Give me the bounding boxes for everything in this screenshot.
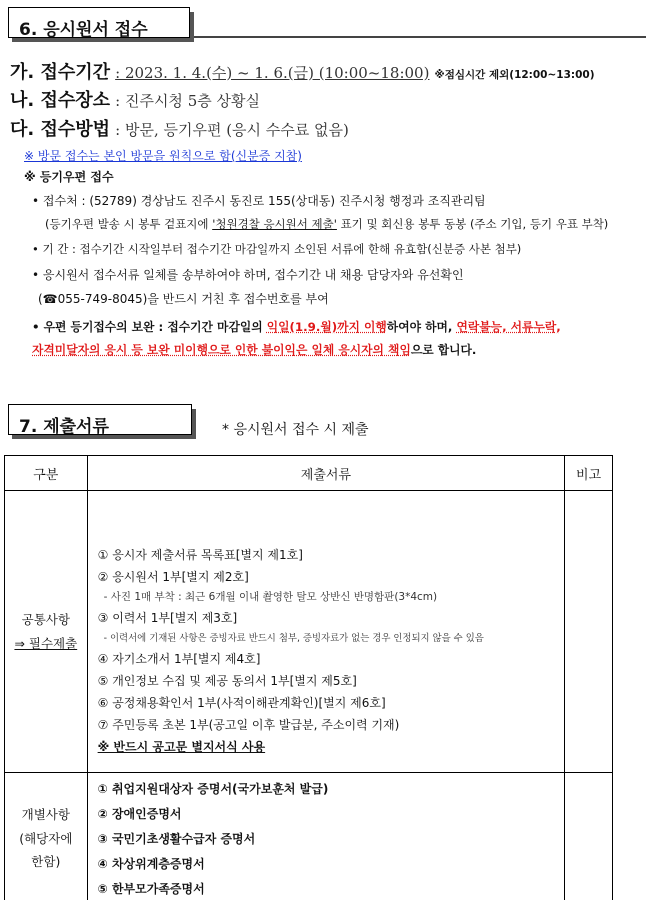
list-item: ② 장애인증명서 xyxy=(97,807,182,821)
list-item: ⑥ 공정채용확인서 1부(사적이해관계확인)[별지 제6호] xyxy=(97,696,386,710)
period-row xyxy=(10,58,595,84)
header-note: 비고 xyxy=(565,456,613,491)
period-value: : 2023. 1. 4.(수) ~ 1. 6.(금) (10:00~18:00) xyxy=(115,64,430,82)
place-value: : 진주시청 5층 상황실 xyxy=(115,92,260,110)
individual-note xyxy=(565,773,613,900)
common-documents xyxy=(87,491,565,773)
place-label: 나. 접수장소 xyxy=(10,90,111,111)
header-documents: 제출서류 xyxy=(87,456,565,491)
mail-address: • 접수처 : (52789) 경상남도 진주시 동진로 155(상대동) 진주시청 행정과 조직관리팀 xyxy=(32,194,486,208)
visit-note: ※ 방문 접수는 본인 방문을 원칙으로 함(신분증 지참) xyxy=(24,149,302,163)
list-item: ② 응시원서 1부[별지 제2호] xyxy=(97,570,249,584)
list-item: - 사진 1매 부착 : 최근 6개월 이내 촬영한 탈모 상반신 반명함판(3*4cm) xyxy=(103,591,438,603)
confirm-line-2: (☎055-749-8045)을 반드시 거친 후 접수번호를 부여 xyxy=(38,292,329,306)
documents-table xyxy=(4,455,613,900)
section7-title: 7. 제출서류 xyxy=(19,417,109,437)
mail-address-detail: (등기우편 발송 시 봉투 겉표지에 '청원경찰 응시원서 제출' 표기 및 회신용 봉투 동봉 (주소 기입, 등기 우표 부착) xyxy=(45,217,609,231)
common-note xyxy=(565,491,613,773)
list-item: ④ 자기소개서 1부[별지 제4호] xyxy=(97,652,261,666)
list-item: ※ 반드시 공고문 별지서식 사용 xyxy=(97,740,266,754)
individual-label-3: 한함) xyxy=(31,854,61,870)
method-value: : 방문, 등기우편 (응시 수수료 없음) xyxy=(115,121,349,139)
deadline-text: • 기 간 : 접수기간 시작일부터 접수기간 마감일까지 소인된 서류에 한해 유효함(신분증 사본 첨부) xyxy=(32,242,522,256)
individual-label-1: 개별사항 xyxy=(21,806,70,822)
list-item: ① 취업지원대상자 증명서(국가보훈처 발급) xyxy=(97,782,329,796)
header-category: 구분 xyxy=(5,456,88,491)
common-category xyxy=(5,491,88,773)
place-row xyxy=(10,86,260,112)
list-item: ⑦ 주민등록 초본 1부(공고일 이후 발급분, 주소이력 기재) xyxy=(97,718,400,732)
common-sub: ⇒ 필수제출 xyxy=(14,635,78,651)
section7-note: * 응시원서 접수 시 제출 xyxy=(222,422,369,438)
confirm-line-1: • 응시원서 접수서류 일체를 송부하여야 하며, 접수기간 내 채용 담당자와 유선확인 xyxy=(32,268,464,282)
list-item: ③ 국민기초생활수급자 증명서 xyxy=(97,832,256,846)
method-label: 다. 접수방법 xyxy=(10,119,111,140)
list-item: ⑤ 한부모가족증명서 xyxy=(97,882,205,896)
table-header-row xyxy=(5,456,613,491)
section7-title-box xyxy=(8,404,192,435)
period-label: 가. 접수기간 xyxy=(10,62,111,83)
method-row xyxy=(10,115,349,141)
table-row-individual xyxy=(5,773,613,900)
section6-divider xyxy=(194,36,646,38)
list-item: - 이력서에 기재된 사항은 증빙자료 반드시 첨부, 증빙자료가 없는 경우 인정되지 않을 수 있음 xyxy=(103,633,484,644)
common-label: 공통사항 xyxy=(21,612,70,628)
list-item: ① 응시자 제출서류 목록표[별지 제1호] xyxy=(97,548,303,562)
individual-category xyxy=(5,773,88,900)
section6-title: 6. 응시원서 접수 xyxy=(19,20,148,40)
list-item: ③ 이력서 1부[별지 제3호] xyxy=(97,611,238,625)
table-row-common xyxy=(5,491,613,773)
list-item: ⑤ 개인정보 수집 및 제공 동의서 1부[별지 제5호] xyxy=(97,674,357,688)
warn-line-1: • 우편 등기접수의 보완 : 접수기간 마감일의 익일(1.9.월)까지 이행하여야 하며, 연락불능, 서류누락, xyxy=(32,320,561,334)
list-item: ④ 차상위계층증명서 xyxy=(97,857,205,871)
warn-line-2: 자격미달자의 응시 등 보완 미이행으로 인한 불이익은 일체 응시자의 책임으로 합니다. xyxy=(32,343,477,357)
mail-heading: ※ 등기우편 접수 xyxy=(24,170,114,184)
individual-documents xyxy=(87,773,565,900)
section6-title-box xyxy=(8,7,190,38)
period-note: ※점심시간 제외(12:00~13:00) xyxy=(434,69,595,81)
individual-label-2: (해당자에 xyxy=(19,830,73,846)
